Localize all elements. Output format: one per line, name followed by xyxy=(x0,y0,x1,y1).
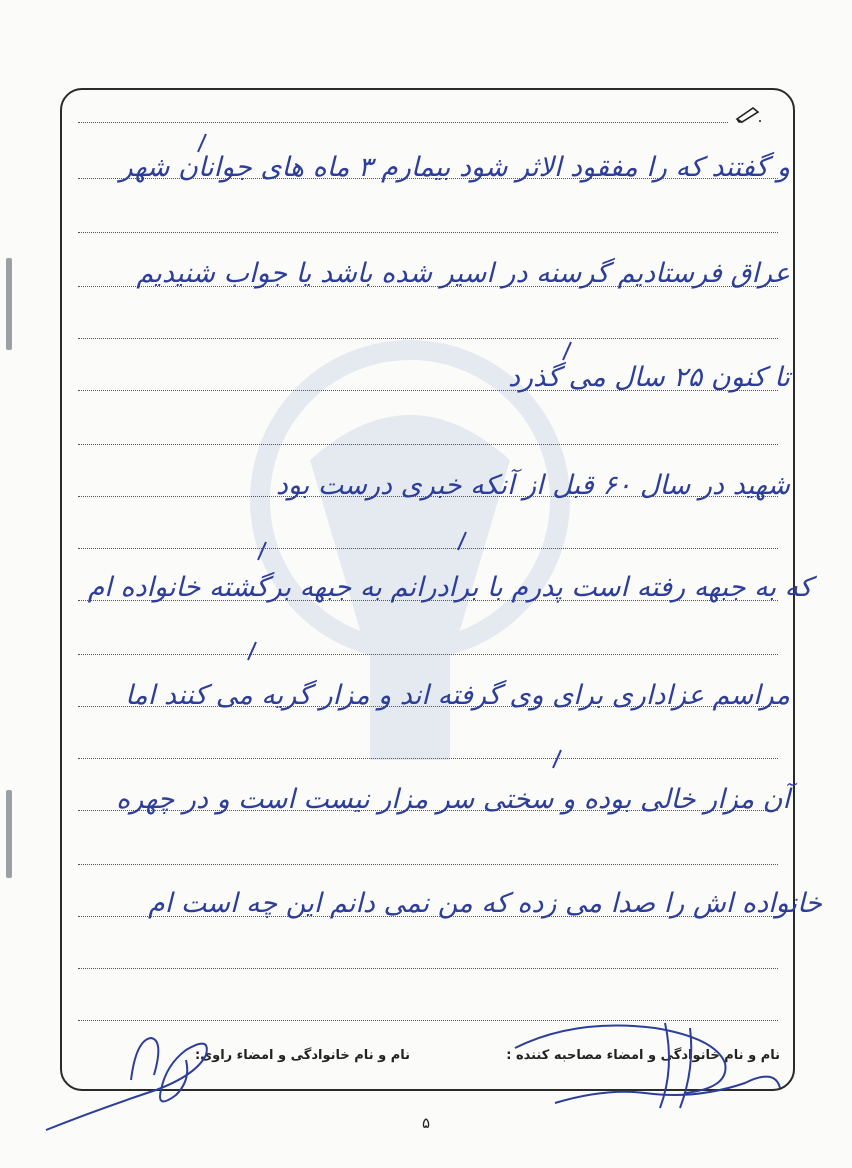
dotted-line xyxy=(78,654,778,655)
dotted-line xyxy=(78,122,728,123)
handwritten-tick xyxy=(195,132,209,154)
handwritten-line-6: مراسم عزاداری برای وی گرفته اند و مزار گریه می کنند اما xyxy=(125,680,790,711)
binding-mark-bottom xyxy=(6,790,12,878)
dotted-line xyxy=(78,758,778,759)
handwritten-line-4: شهید در سال ۶۰ قبل از آنکه خبری درست بود xyxy=(275,470,790,501)
dotted-line xyxy=(78,232,778,233)
binding-mark-top xyxy=(6,258,12,350)
handwritten-tick xyxy=(455,530,469,552)
pen-icon xyxy=(735,105,761,123)
dotted-line xyxy=(78,548,778,549)
handwritten-line-5: که به جبهه رفته است پدرم با برادرانم به جبهه برگشته خانواده ام xyxy=(87,572,812,603)
interviewer-signature-label: نام و نام خانوادگی و امضاء مصاحبه کننده : xyxy=(506,1048,780,1063)
handwritten-line-1: و گفتند که را مفقود الاثر شود بیمارم ۳ ماه های جوانان شهر xyxy=(119,152,790,183)
handwritten-line-8: خانواده اش را صدا می زده که من نمی دانم این چه است ام xyxy=(148,888,822,919)
handwritten-tick xyxy=(560,340,574,362)
handwritten-line-3: تا کنون ۲۵ سال می گذرد xyxy=(508,362,790,393)
page-number: ۵ xyxy=(421,1114,431,1132)
handwritten-line-2: عراق فرستادیم گرسنه در اسیر شده باشد یا جواب شنیدیم xyxy=(136,258,790,289)
handwritten-tick xyxy=(245,640,259,662)
interviewer-signature xyxy=(495,1008,795,1118)
narrator-signature-label: نام و نام خانوادگی و امضاء راوی: xyxy=(195,1048,410,1063)
dotted-line xyxy=(78,968,778,969)
dotted-line xyxy=(78,864,778,865)
dotted-line xyxy=(78,444,778,445)
handwritten-tick xyxy=(255,540,269,562)
dotted-line xyxy=(78,338,778,339)
handwritten-line-7: آن مزار خالی بوده و سختی سر مزار نیست است و در چهره xyxy=(116,784,790,815)
handwritten-tick xyxy=(550,748,564,770)
